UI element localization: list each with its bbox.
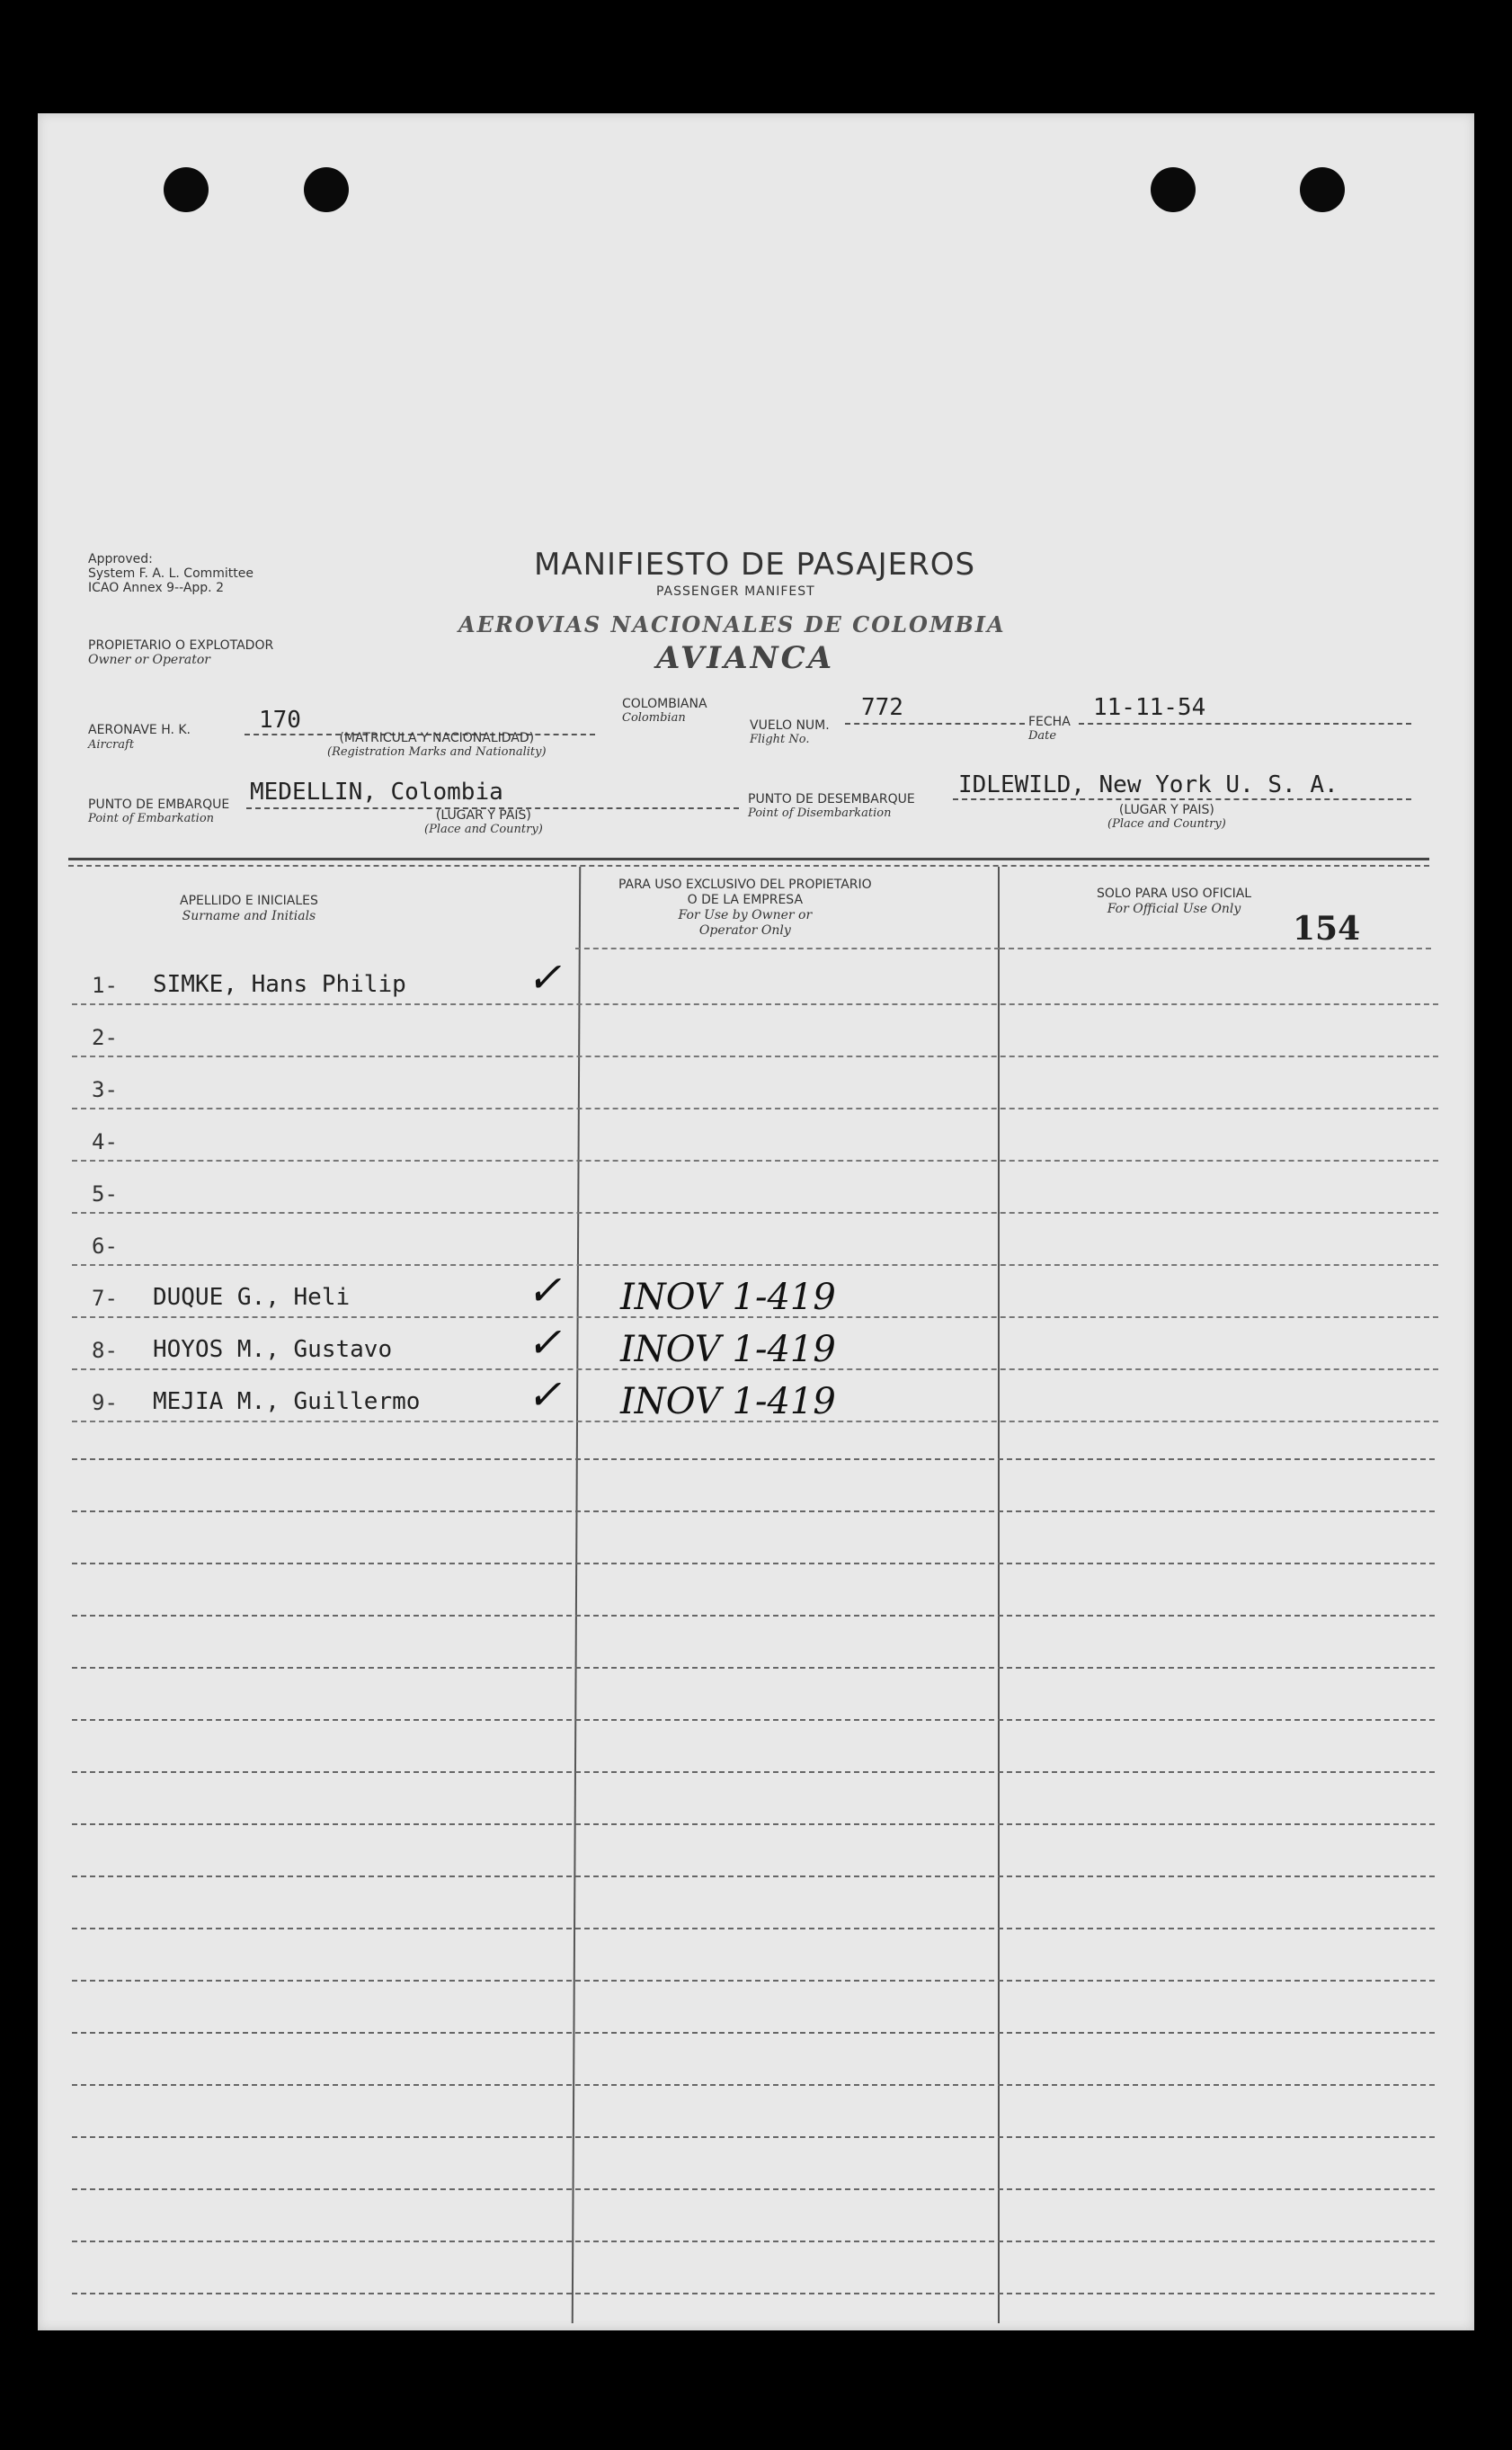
check-mark: ✓ (527, 1370, 562, 1419)
handwritten-note: INOV 1-419 (620, 1329, 836, 1370)
handwritten-note: INOV 1-419 (620, 1381, 836, 1422)
passenger-row (72, 1005, 1438, 1057)
aircraft-label: AERONAVE H. K. Aircraft (88, 723, 191, 752)
punch-hole (1151, 167, 1196, 212)
blank-line (72, 1875, 1435, 1877)
passenger-name: SIMKE, Hans Philip (153, 971, 406, 998)
blank-line (72, 1615, 1435, 1617)
blank-line (72, 2136, 1435, 2138)
date-underline (1079, 723, 1411, 725)
owner-label: PROPIETARIO O EXPLOTADOR Owner or Operator (88, 638, 274, 667)
company-brand: AVIANCA (656, 640, 835, 676)
row-number: 4- (92, 1129, 118, 1154)
disembarkation-value: IDLEWILD, New York U. S. A. (958, 771, 1339, 798)
approval-block (88, 552, 253, 595)
flight-label: VUELO NUM. Flight No. (750, 718, 830, 746)
approval-line: System F. A. L. Committee (88, 566, 254, 581)
disembarkation-label: PUNTO DE DESEMBARQUE Point of Disembarkation (748, 792, 915, 820)
check-mark: ✓ (527, 953, 562, 1002)
passenger-row (72, 1162, 1438, 1214)
column-header-owner: PARA USO EXCLUSIVO DEL PROPIETARIO O DE LA EMPRESA For Use by Owner or Operator Only (618, 878, 872, 938)
blank-line (72, 1771, 1435, 1773)
page-subtitle: PASSENGER MANIFEST (656, 584, 815, 599)
blank-line (72, 2241, 1435, 2242)
date-value: 11-11-54 (1093, 694, 1206, 721)
page-title: MANIFIESTO DE PASAJEROS (534, 547, 976, 583)
blank-line (72, 1510, 1435, 1512)
passenger-row (72, 1057, 1438, 1109)
passenger-row (72, 1318, 1438, 1370)
punch-hole (304, 167, 349, 212)
punch-hole (164, 167, 209, 212)
column-header-name: APELLIDO E INICIALES Surname and Initials (180, 894, 318, 923)
flight-value: 772 (861, 694, 903, 721)
blank-line (72, 1458, 1435, 1460)
punch-hole (1300, 167, 1345, 212)
blank-line (72, 2084, 1435, 2086)
registration-label: (MATRICULA Y NACIONALIDAD) (Registration Marks and Nationality) (327, 731, 547, 759)
approval-line: ICAO Annex 9--App. 2 (88, 581, 224, 595)
embarkation-place-label: (LUGAR Y PAIS) (Place and Country) (424, 808, 543, 836)
passenger-row (72, 1266, 1438, 1318)
check-mark: ✓ (527, 1318, 562, 1367)
blank-line (72, 1980, 1435, 1982)
approval-line: Approved: (88, 552, 153, 566)
flight-underline (845, 723, 1025, 725)
embarkation-label: PUNTO DE EMBARQUE Point of Embarkation (88, 797, 230, 825)
nationality-label: COLOMBIANA Colombian (622, 697, 707, 725)
passenger-row (72, 1109, 1438, 1162)
blank-line (72, 1667, 1435, 1669)
disembarkation-place-label: (LUGAR Y PAIS) (Place and Country) (1107, 803, 1226, 831)
passenger-row (72, 953, 1438, 1005)
row-number: 9- (92, 1390, 118, 1415)
blank-line (72, 1719, 1435, 1721)
handwritten-note: INOV 1-419 (620, 1277, 836, 1318)
passenger-name: MEJIA M., Guillermo (153, 1388, 421, 1415)
row-number: 2- (92, 1025, 118, 1050)
row-number: 5- (92, 1181, 118, 1207)
official-number: 154 (1293, 910, 1361, 948)
passenger-row (72, 1214, 1438, 1266)
table-top-rule-2 (68, 865, 1429, 867)
disembarkation-underline (953, 798, 1411, 800)
blank-line (72, 2188, 1435, 2190)
blank-line (72, 1928, 1435, 1929)
passenger-name: DUQUE G., Heli (153, 1284, 351, 1311)
row-number: 1- (92, 973, 118, 998)
row-number: 3- (92, 1077, 118, 1102)
header-bottom-rule (1000, 948, 1431, 949)
row-number: 7- (92, 1286, 118, 1311)
aircraft-value: 170 (259, 707, 301, 734)
blank-line (72, 2032, 1435, 2034)
embarkation-value: MEDELLIN, Colombia (250, 779, 503, 806)
table-top-rule (68, 858, 1429, 860)
passenger-name: HOYOS M., Gustavo (153, 1336, 393, 1363)
blank-line (72, 2293, 1435, 2294)
row-number: 6- (92, 1234, 118, 1259)
blank-line (72, 1823, 1435, 1825)
header-bottom-rule (575, 948, 1000, 949)
date-label: FECHA Date (1028, 715, 1071, 743)
passenger-row (72, 1370, 1438, 1422)
company-name: AEROVIAS NACIONALES DE COLOMBIA (458, 611, 1006, 637)
blank-line (72, 1563, 1435, 1564)
column-header-official: SOLO PARA USO OFICIAL For Official Use Only (1097, 886, 1252, 916)
check-mark: ✓ (527, 1266, 562, 1314)
row-number: 8- (92, 1338, 118, 1363)
